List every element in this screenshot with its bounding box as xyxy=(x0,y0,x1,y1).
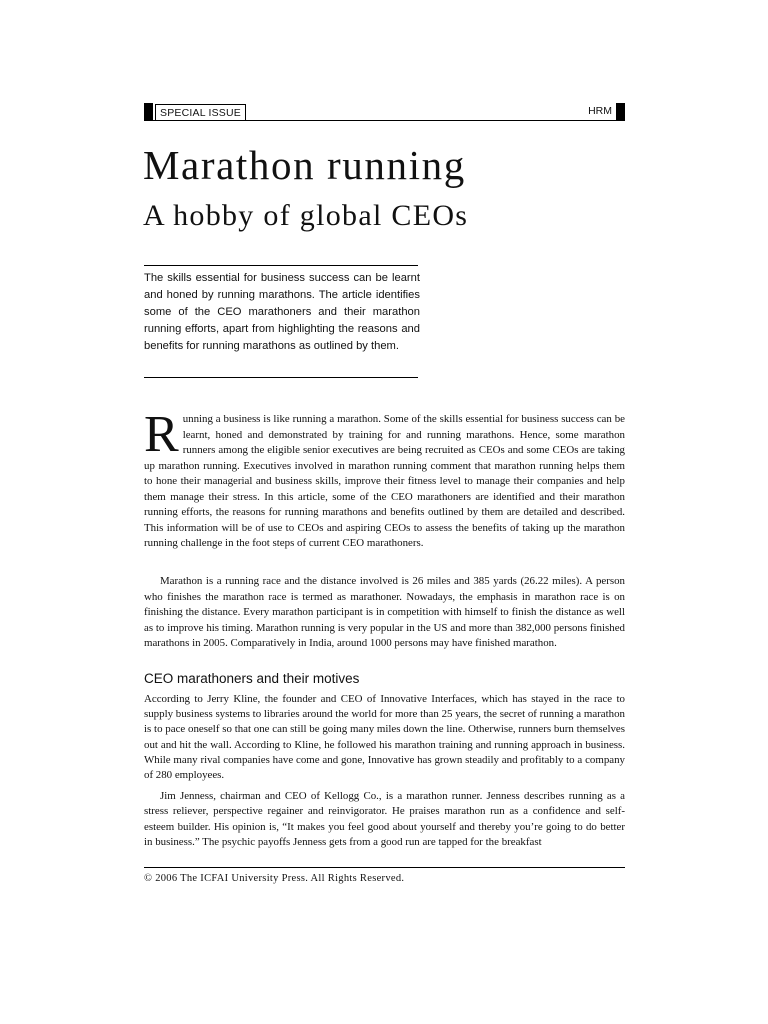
copyright-notice: © 2006 The ICFAI University Press. All Rights Reserved. xyxy=(144,873,405,884)
section-heading: CEO marathoners and their motives xyxy=(144,671,360,686)
article-subtitle: A hobby of global CEOs xyxy=(143,199,469,232)
section-paragraph: According to Jerry Kline, the founder and CEO of Innovative Interfaces, which has stayed in the race to supply business systems to libraries around the world for more than 25 years, the secret of running a marathon is to pace oneself so that one can still be going many miles down the line. Otherwise, runners burn themselves out and hit the wall. According to Kline, he followed his marathon training and running approach in business. While many rival companies have come and gone, Innovative has grown steadily and profitably to a company of 280 employees. xyxy=(144,693,625,782)
body-paragraph: Marathon is a running race and the distance involved is 26 miles and 385 yards (26.22 miles). A person who finishes the marathon race is termed as marathoner. Nowadays, the emphasis in marathon race is on finishing the distance. Every marathon participant is in competition with himself to finish the distance as well as to improve his timing. Marathon running is very popular in the US and more than 382,000 persons finished marathons in 2005. Comparatively in India, around 1000 persons may have finished marathon. xyxy=(144,575,625,649)
abstract-top-rule xyxy=(144,265,418,266)
intro-paragraph xyxy=(144,406,625,568)
header-rule xyxy=(144,120,625,121)
abstract-bottom-rule xyxy=(144,377,418,378)
abstract-text: The skills essential for business success can be learnt and honed by running marathons. The article identifies some of the CEO marathoners and their marathon running efforts, apart from highlighting the reasons and benefits for running marathons as outlined by them. xyxy=(144,272,420,352)
section-label: SPECIAL ISSUE xyxy=(155,104,246,120)
section-body xyxy=(144,692,625,850)
category-label: HRM xyxy=(588,105,612,117)
header-left-marker xyxy=(144,103,153,121)
drop-cap: R xyxy=(144,406,179,463)
footer-rule xyxy=(144,867,625,868)
section-paragraph: Jim Jenness, chairman and CEO of Kellogg Co., is a marathon runner. Jenness describes running as a stress reliever, perspective regainer and reinvigorator. He praises marathon run as a confidence and self-esteem builder. His opinion is, “It makes you feel good about yourself and thereby you’re going to do better in business.” The psychic payoffs Jenness gets from a good run are tapped for the breakfast xyxy=(144,790,625,848)
article-title: Marathon running xyxy=(143,142,466,188)
intro-paragraph-text: unning a business is like running a marathon. Some of the skills essential for business success can be learnt, honed and demonstrated by training for and running marathons. Hence, some marathon runners among the eligible senior executives are being recruited as CEOs and some CEOs are taking up marathon running. Executives involved in marathon running comment that marathon running helps them to hone their managerial and business skills, improve their fitness level to manage their companies and help them manage their stress. In this article, some of the CEO marathoners are identified and their marathon running efforts, the reasons for running marathons and benefits outlined by them are detailed and described. This information will be of use to CEOs and aspiring CEOs to assess the benefits of taking up the marathon running challenge in the foot steps of current CEO marathoners. xyxy=(144,413,625,549)
article-body xyxy=(144,406,625,652)
header-right-marker xyxy=(616,103,625,121)
